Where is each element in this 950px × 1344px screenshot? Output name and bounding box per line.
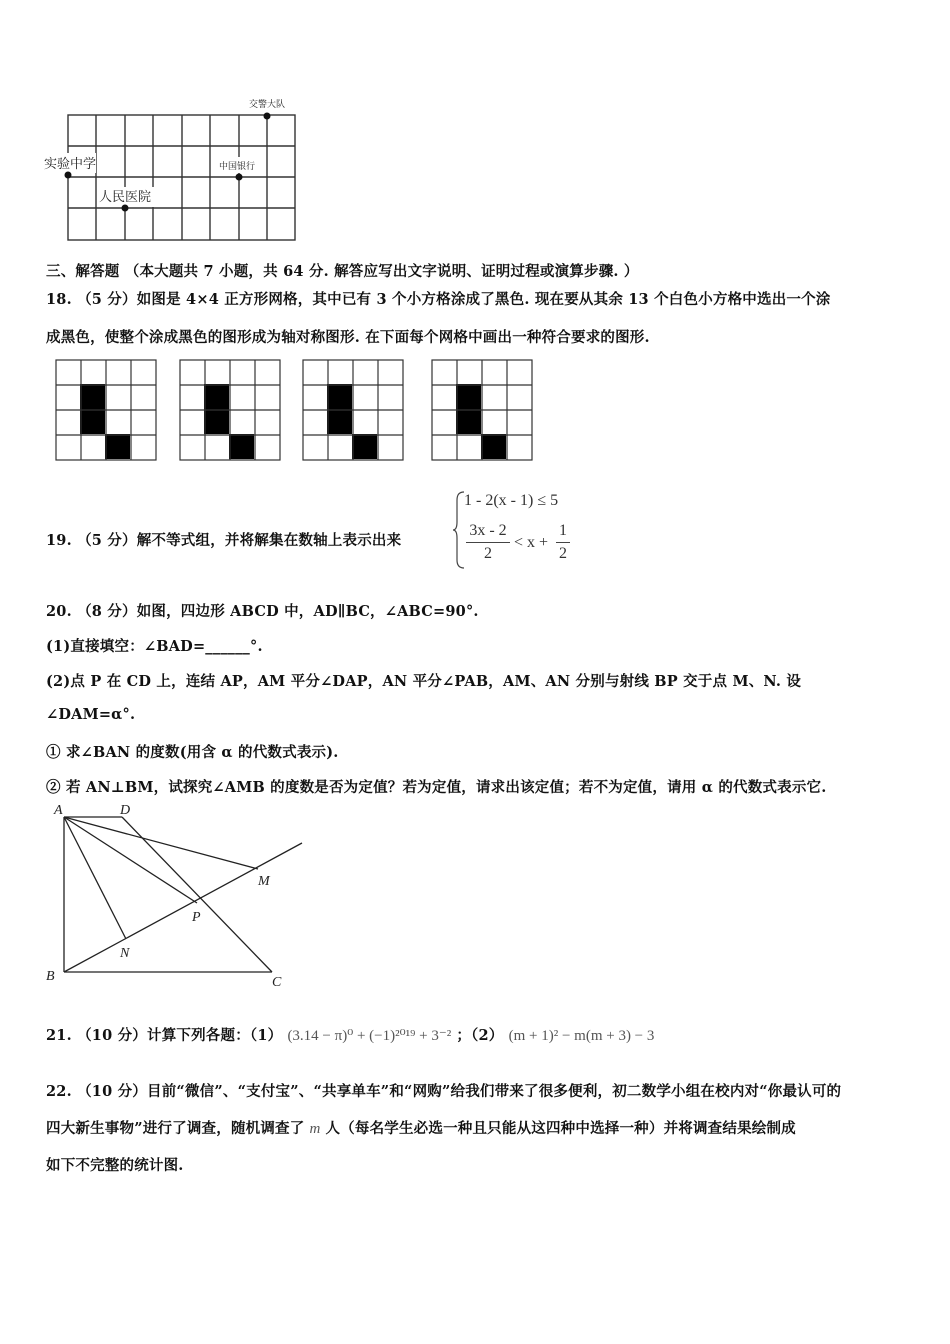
q21-sep: ；（2） — [456, 1027, 504, 1044]
q18-grid-4 — [431, 359, 534, 462]
map-grid — [68, 115, 295, 240]
q20-line6: ② 若 AN⊥BM，试探究∠AMB 的度数是否为定值？若为定值，请求出该定值；若不为定值，请用 α 的代数式表示它. — [46, 779, 827, 796]
point-P: P — [192, 910, 201, 925]
point-N: N — [120, 946, 130, 961]
q20-line5: ① 求∠BAN 的度数(用含 α 的代数式表示). — [46, 744, 339, 761]
q18-grid-1 — [55, 359, 158, 462]
q21-expr1: (3.14 − π)⁰ + (−1)²⁰¹⁹ + 3⁻² — [287, 1028, 452, 1044]
ineq2-right-numerator: 1 — [559, 522, 567, 539]
q21-expr2: (m + 1)² − m(m + 3) − 3 — [508, 1028, 655, 1044]
map-label-hospital: 人民医院 — [99, 190, 152, 205]
grid-black-cells — [327, 384, 377, 459]
q19-inequality-system — [452, 490, 592, 570]
grid-black-cells — [456, 384, 506, 459]
grid-black-cells — [204, 384, 254, 459]
ineq2-numerator: 3x - 2 — [469, 522, 507, 539]
bank-dot — [236, 174, 243, 181]
map-label-school: 实验中学 — [44, 157, 97, 172]
point-B: B — [46, 969, 55, 984]
q20-line1: 20. （8 分）如图，四边形 ABCD 中，AD∥BC，∠ABC=90°. — [46, 603, 479, 620]
q19-text: 19. （5 分）解不等式组，并将解集在数轴上表示出来 — [46, 532, 402, 549]
grid-black-cells — [80, 384, 130, 459]
q18-grid-3 — [302, 359, 405, 462]
q20-line2: (1)直接填空：∠BAD=______°. — [46, 638, 263, 655]
q22-line2a: 四大新生事物”进行了调查，随机调查了 — [46, 1120, 305, 1137]
q21-prefix: 21. （10 分）计算下列各题：（1） — [46, 1027, 283, 1044]
q22-variable-m: m — [309, 1121, 321, 1137]
hospital-dot — [122, 205, 129, 212]
q22-line1: 22. （10 分）目前“微信”、“支付宝”、“共享单车”和“网购”给我们带来了很多便利，初二数学小组在校内对“你最认可的 — [46, 1083, 842, 1100]
q18-line1: 18. （5 分）如图是 4×4 正方形网格，其中已有 3 个小方格涂成了黑色. 现在要从其余 13 个白色小方格中选出一个涂 — [46, 291, 831, 308]
map-label-traffic: 交警大队 — [249, 100, 286, 110]
map-figure — [40, 95, 305, 250]
q22-line3: 如下不完整的统计图. — [46, 1157, 184, 1174]
q18-line2: 成黑色，使整个涂成黑色的图形成为轴对称图形. 在下面每个网格中画出一种符合要求的图形. — [46, 329, 650, 346]
inequality-1: 1 - 2(x - 1) ≤ 5 — [464, 492, 559, 509]
q20-figure — [40, 800, 315, 995]
q22-line2 — [46, 1117, 796, 1138]
ineq2-denominator: 2 — [484, 545, 492, 562]
q21 — [46, 1024, 654, 1045]
q20-line3: (2)点 P 在 CD 上，连结 AP，AM 平分∠DAP，AN 平分∠PAB，AM、AN 分别与射线 BP 交于点 M、N. 设 — [46, 673, 802, 690]
point-C: C — [272, 975, 282, 990]
q18-grid-2 — [179, 359, 282, 462]
point-D: D — [120, 803, 131, 818]
map-label-bank: 中国银行 — [219, 162, 256, 172]
point-A: A — [54, 803, 63, 818]
q22-line2b: 人（每名学生必选一种且只能从这四种中选择一种）并将调查结果绘制成 — [325, 1120, 796, 1137]
school-dot — [65, 172, 72, 179]
point-M: M — [258, 874, 270, 889]
traffic-dot — [264, 113, 271, 120]
ineq2-right-denominator: 2 — [559, 545, 567, 562]
ineq2-middle: < x + — [514, 534, 549, 551]
q20-line4: ∠DAM=α°. — [46, 706, 136, 723]
section-heading: 三、解答题 （本大题共 7 小题，共 64 分. 解答应写出文字说明、证明过程或演算步骤. ） — [46, 263, 639, 280]
